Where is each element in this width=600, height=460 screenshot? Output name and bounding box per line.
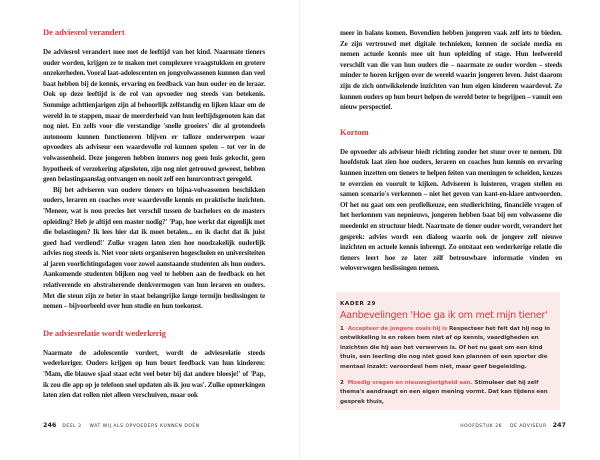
kader-box [336,292,560,410]
footer-chapter: HOOFDSTUK 26 [460,424,503,429]
section-heading-adviesrol: De adviesrol verandert [43,27,125,37]
item-text: Stimuleer dat hij zelf thema's aandraagt en een eigen mening vormt. Dat kan tijdens een gesprek thuis, [340,380,548,405]
page-number: 247 [552,421,566,429]
paragraph: Bij het adviseren van oudere tieners en bijna-volwassenen beschikken ouders, leraren en coaches over waardevolle kennis en praktische inzichten. 'Meneer, wat is nou precies het verschil tussen de bachelors en de masters opleiding? Heb je altijd een master nodig?' 'Pap, hoe werkt dat eigenlijk met die belastingen? Ik lees hier dat ik moet betalen... en ik dacht dat ik juist goed had verdiend!' Zulke vragen laten zien hoe noodzakelijk ouderlijk advies nog steeds is. Niet voor niets organiseren hogescholen en universiteiten al jaren voorlichtingsdagen voor zowel aanstaande studenten als hun ouders. Aankomende studenten blijken nog veel te hebben aan de feedback en het relativerende en abstraherende denkvermogen van hun leraren en ouders. Met die steun zijn ze beter in staat belangrijke lange termijn beslissingen te nemen – bijvoorbeeld over hun studie en hun toekomst. [43,185,265,311]
kader-item [340,325,553,372]
right-page [300,0,600,460]
item-text: Respecteer het feit dat hij nog in ontwikkeling is en reken hem niet af op kennis, vaardigheden en inzichten die hij aan het verwerven is. Of het nu gaat om een kind thuis, een leerling die nog niet goed kan plannen of een sporter die mentaal inzakt: veroordeel hem niet, maar geef begeleiding. [340,326,551,370]
paragraph: Naarmate de adolescentie vordert, wordt de adviesrelatie steeds wederkeriger. Ouders krijgen op hun beurt feedback van hun kinderen: 'Mam, die blauwe sjaal staat echt veel beter bij dat andere bloesje!' of 'Pap, ik zou die app op je telefoon snel updaten als ik jou was'. Zulke opmerkingen laten zien dat rollen niet alleen verschuiven, maar ook [43,348,265,400]
footer-title: DE ADVISEUR [510,424,547,429]
section-heading-adviesrelatie: De adviesrelatie wordt wederkerig [43,327,166,338]
footer-part: DEEL 3 [62,424,82,429]
footer-title: WAT WIJ ALS OPVOEDERS KUNNEN DOEN [89,424,200,429]
item-number: 1 [340,326,344,332]
left-footer [43,421,200,429]
right-column [340,28,562,274]
kader-title: Aanbevelingen 'Hoe ga ik om met mijn tiener' [340,310,548,321]
page-number: 246 [43,421,57,429]
right-footer [460,421,566,429]
kader-label: KADER 29 [340,301,376,307]
left-column [43,27,265,401]
paragraph: De adviesrol verandert mee met de leeftijd van het kind. Naarmate tieners ouder worden, krijgen ze te maken met complexere vraagstukken en grotere onzekerheden. Vooral laat-adolescenten en jongvolwassenen kunnen dan veel baat hebben bij de kennis, ervaring en feedback van hun ouder en de leraar. Ook op deze leeftijd is de rol van opvoeder nog steeds van betekenis. Sommige achttienjarigen zijn al behoorlijk zelfstandig en lijken klaar om de wereld in te stappen, maar de meerderheid van hun leeftijdsgenoten kan dat nog niet. En zelfs voor die verstandige 'snelle groeiers' die al grotendeels autonoom kunnen functioneren blijven er talloze onderwerpen waar opvoeders als adviseur een waardevolle rol kunnen spelen – tot ver in de volwassenheid. Deze jongeren hebben immers nog geen huis gekocht, geen hypotheek of verzekering afgesloten, zijn nog niet getrouwd geweest, hebben geen belastingaanslag ontvangen en nooit zelf een huurcontract geregeld. [43,48,265,184]
item-lead: Accepteer de jongere zoals hij is [347,326,448,332]
paragraph: meer in balans komen. Bovendien hebben jongeren vaak zelf iets te bieden. Ze zijn vertrouwd met digitale technieken, kennen de sociale media en nemen actuele kennis mee uit hun opleiding of stage. Hun leefwereld verschilt van die van hun ouders die – naarmate ze ouder worden – steeds minder te horen krijgen over de wereld waarin jongeren leven. Juist daarom zijn de zich ontwikkelende inzichten van hun eigen kinderen waardevol. Ze kunnen ouders op hun beurt helpen de wereld beter te begrijpen – vanuit een nieuw perspectief. [340,29,563,112]
paragraph: De opvoeder als adviseur biedt richting zonder het stuur over te nemen. Dit hoofdstuk laat zien hoe ouders, leraren en coaches hun kennis en ervaring kunnen inzetten om tieners te helpen feiten van meningen te scheiden, keuzes te overzien en vooruit te kijken. Adviseren is luisteren, vragen stellen en samen scenario's verkennen – niet het geven van kant-en-klare antwoorden. Of het nu gaat om een profielkeuze, een studierichting, financiële vragen of het herkennen van nepnieuws, jongeren hebben baat bij een volwassene die meedenkt en structuur biedt. Naarmate de tiener ouder wordt, verandert het gesprek: advies wordt een dialoog waarin ook de jongere zelf nieuwe inzichten en actuele kennis inbrengt. Zo ontstaat een wederkerige relatie die tieners leert hoe ze later zélf betrouwbare informatie vinden en weloverwogen beslissingen nemen. [340,147,562,273]
item-lead: Moedig vragen en nieuwsgierigheid aan. [347,380,473,387]
section-heading-kortom: Kortom [340,126,369,137]
kader-item [340,379,553,407]
item-number: 2 [340,380,344,387]
